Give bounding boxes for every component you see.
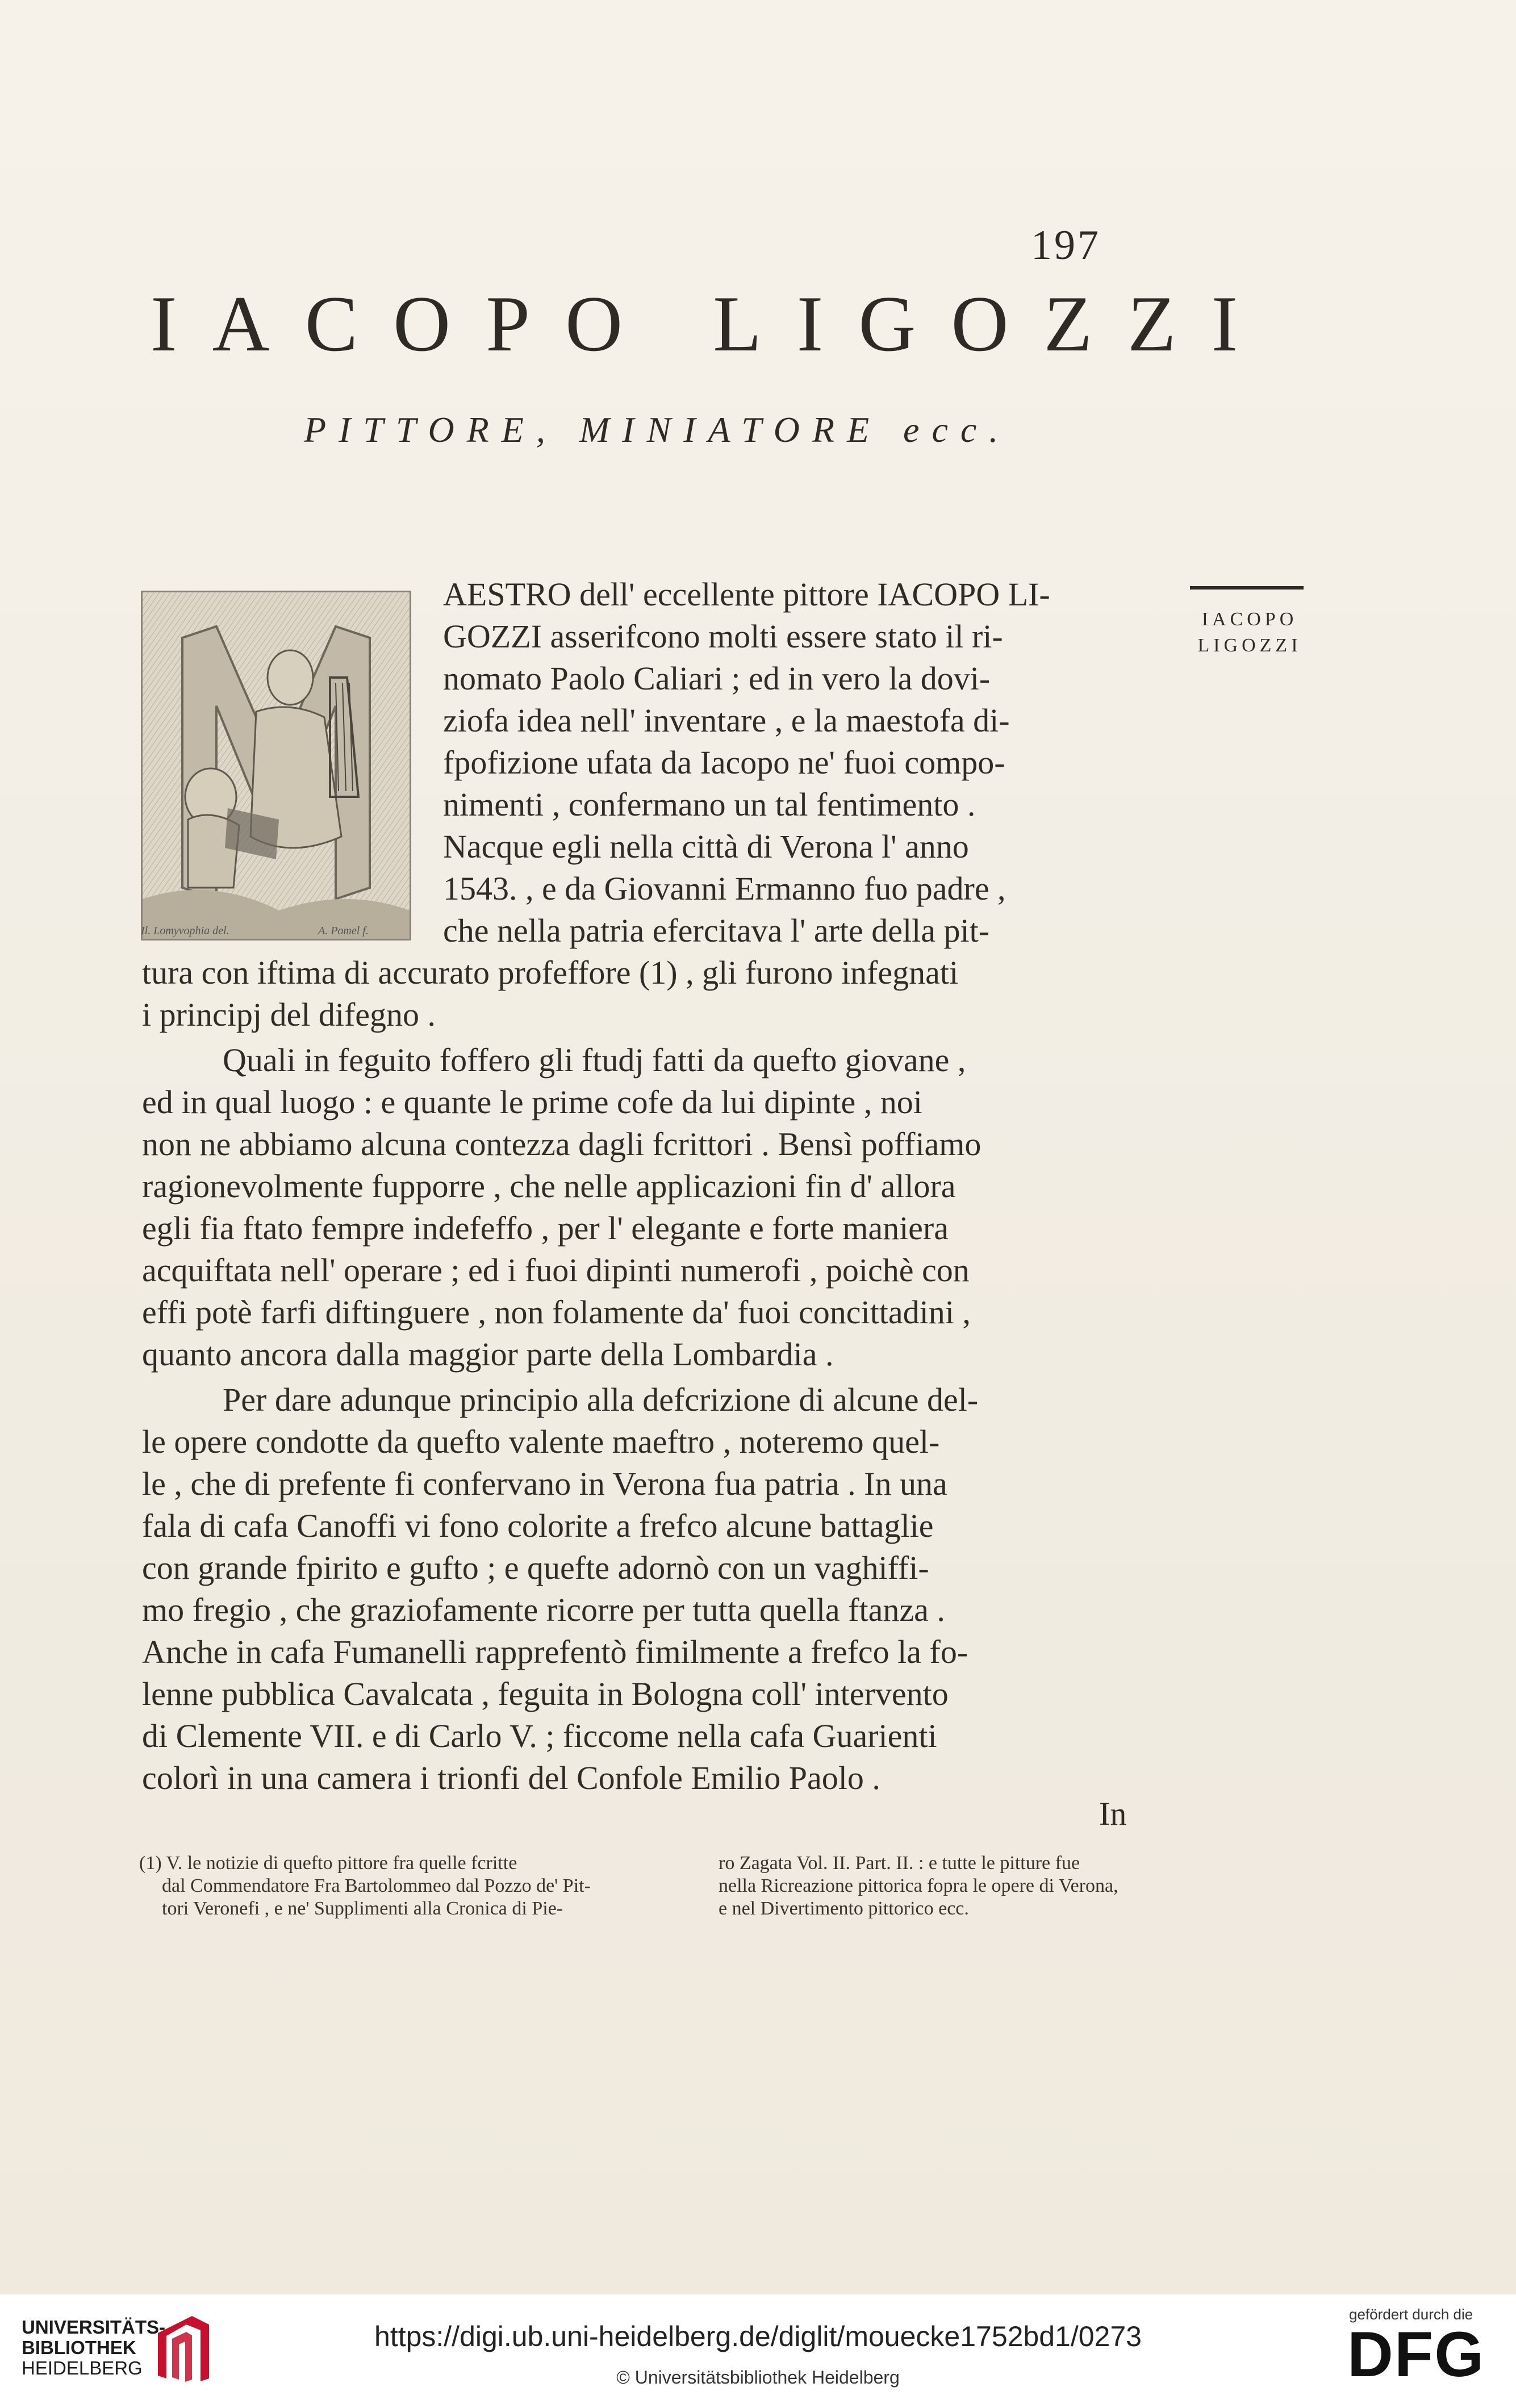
body-line: con grande fpirito e gufto ; e quefte adornò con un vaghiffi-: [142, 1549, 929, 1586]
body-line: AESTRO dell' eccellente pittore IACOPO LI-: [443, 576, 1050, 613]
side-note-rule: [1190, 586, 1304, 590]
body-line: di Clemente VII. e di Carlo V. ; ficcome nella cafa Guarienti: [142, 1717, 937, 1754]
body-line: mo fregio , che graziofamente ricorre per tutta quella ftanza .: [142, 1591, 945, 1628]
body-line: ziofa idea nell' inventare , e la maestofa di-: [443, 702, 1010, 739]
page-number: 197: [1031, 222, 1101, 269]
body-line: colorì in una camera i trionfi del Confole Emilio Paolo .: [142, 1759, 880, 1796]
body-line: Anche in cafa Fumanelli rapprefentò fimilmente a frefco la fo-: [142, 1633, 968, 1670]
library-name-line: HEIDELBERG: [22, 2357, 143, 2378]
body-line: egli fia ftato fempre indefeffo , per l' elegante e forte maniera: [142, 1210, 949, 1247]
engraving-illustration: [143, 592, 410, 939]
body-line: Quali in feguito foffero gli ftudj fatti da quefto giovane ,: [223, 1042, 966, 1078]
body-line: non ne abbiamo alcuna contezza dagli fcrittori . Bensì poffiamo: [142, 1126, 982, 1163]
funding-label: gefördert durch die: [1349, 2306, 1473, 2323]
body-line: ed in qual luogo : e quante le prime cofe da lui dipinte , noi: [142, 1084, 922, 1121]
body-line: le , che di prefente fi confervano in Verona fua patria . In una: [142, 1465, 947, 1502]
library-name-line: BIBLIOTHEK: [22, 2337, 136, 2358]
body-line: tura con iftima di accurato profeffore (1) , gli furono infegnati: [142, 954, 959, 991]
chapter-subtitle: PITTORE, MINIATORE ecc.: [304, 409, 1011, 450]
footnote-line: dal Commendatore Fra Bartolommeo dal Pozzo de' Pit-: [162, 1875, 591, 1896]
body-line: fala di cafa Canoffi vi fono colorite a frefco alcune battaglie: [142, 1507, 934, 1544]
catchword: In: [1099, 1795, 1127, 1832]
body-line: nomato Paolo Caliari ; ed in vero la dovi-: [443, 660, 991, 697]
footnote-line: nella Ricreazione pittorica fopra le opere di Verona,: [719, 1875, 1118, 1896]
body-line: ragionevolmente fupporre , che nelle applicazioni fin d' allora: [142, 1168, 956, 1205]
copyright-notice: © Universitätsbibliothek Heidelberg: [616, 2367, 900, 2388]
body-line: GOZZI asserifcono molti essere stato il ri-: [443, 618, 1003, 655]
engraving-caption-left: Il. Lomyvophia del.: [141, 925, 229, 937]
library-name-line: UNIVERSITÄTS-: [22, 2317, 166, 2338]
side-note: [1187, 607, 1312, 659]
body-line: Nacque egli nella città di Verona l' anno: [443, 828, 969, 865]
body-line: lenne pubblica Cavalcata , feguita in Bologna coll' intervento: [142, 1675, 949, 1712]
chapter-title: IACOPO LIGOZZI: [151, 280, 1273, 368]
side-note-line: IACOPO: [1201, 609, 1298, 630]
footnote-line: (1) V. le notizie di quefto pittore fra quelle fcritte: [139, 1853, 517, 1874]
body-line: acquiftata nell' operare ; ed i fuoi dipinti numerofi , poichè con: [142, 1252, 970, 1289]
engraving-caption-right: A. Pomel f.: [318, 925, 369, 937]
footnote-line: e nel Divertimento pittorico ecc.: [719, 1898, 969, 1919]
footnote-line: tori Veronefi , e ne' Supplimenti alla Cronica di Pie-: [162, 1898, 563, 1919]
body-line: effi potè farfi diftinguere , non folamente da' fuoi concittadini ,: [142, 1294, 971, 1331]
body-line: quanto ancora dalla maggior parte della Lombardia .: [142, 1336, 834, 1373]
decorated-initial-engraving: [141, 591, 411, 940]
body-line: 1543. , e da Giovanni Ermanno fuo padre ,: [443, 870, 1006, 907]
body-line: fpofizione ufata da Iacopo ne' fuoi compo-: [443, 744, 1005, 781]
dfg-logo: DFG: [1347, 2319, 1485, 2390]
body-line: nimenti , confermano un tal fentimento .: [443, 786, 976, 823]
permalink-url[interactable]: https://digi.ub.uni-heidelberg.de/diglit/mouecke1752bd1/0273: [374, 2321, 1142, 2352]
body-line: i principj del difegno .: [142, 996, 436, 1033]
body-line: che nella patria efercitava l' arte della pit-: [443, 912, 990, 949]
body-line: le opere condotte da quefto valente maeftro , noteremo quel-: [142, 1423, 940, 1460]
body-line: Per dare adunque principio alla defcrizione di alcune del-: [223, 1381, 979, 1418]
side-note-line: LIGOZZI: [1197, 635, 1302, 656]
footnote-line: ro Zagata Vol. II. Part. II. : e tutte le pitture fue: [719, 1853, 1080, 1874]
